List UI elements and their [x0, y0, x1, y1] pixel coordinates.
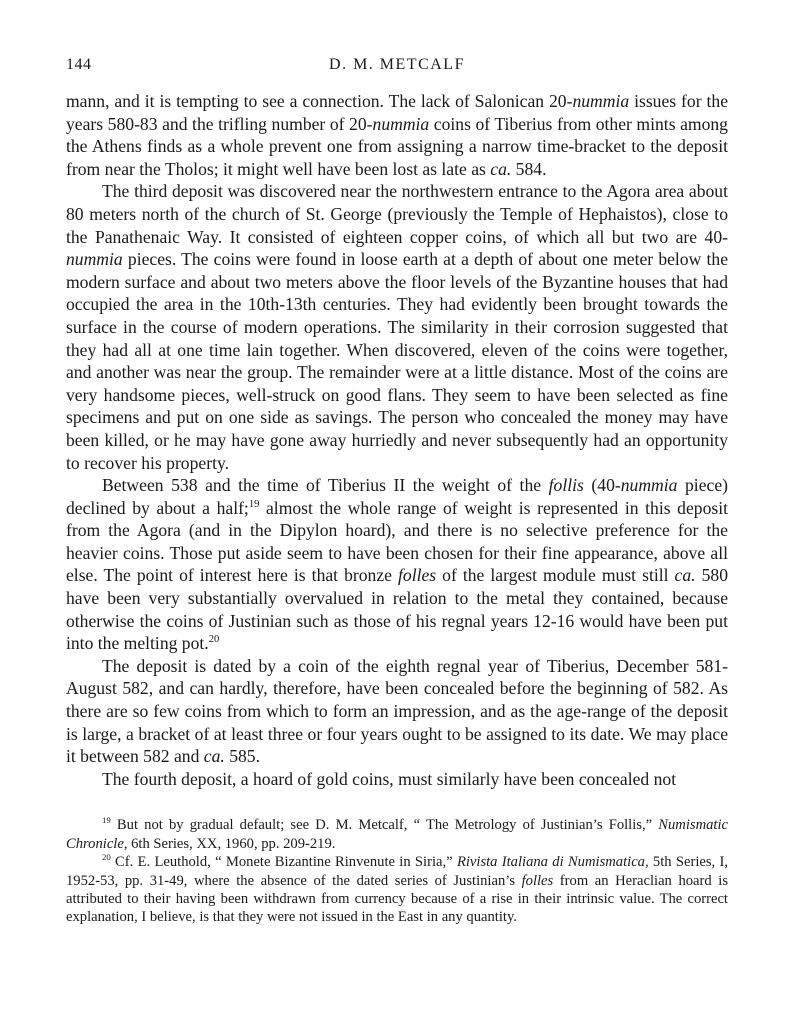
text-run: mann, and it is tempting to see a connection. The lack of Salonican 20- — [66, 91, 573, 111]
footnotes — [66, 816, 728, 926]
footnote-number: 20 — [102, 852, 111, 863]
italic-run: Numismatic Chronicle — [66, 817, 728, 852]
footnote-ref-19: 19 — [248, 498, 260, 510]
text-run: The deposit is dated by a coin of the eighth regnal year of Tiberius, December 581-August 582, and can hardly, therefore, have been concealed before the beginning of 582. As there are so few coins from which to form an impression, and as the age-range of the deposit is large, a bracket of at least three or four years ought to be assigned to its date. We may place it between 582 and — [66, 655, 728, 767]
italic-run: ca. — [674, 565, 696, 586]
text-run: from an Heraclian hoard is attributed to their having been withdrawn from currency because of a rise in their intrinsic value. The correct explanation, I believe, is that they were not issued in the East in any quantity. — [66, 872, 728, 926]
italic-run: follis — [548, 475, 584, 496]
italic-run: nummia — [66, 249, 123, 270]
text-run: 5th Series, I, 1952-53, pp. 31-49, where the absence of the dated series of Justinian’s — [66, 854, 729, 889]
text-run: But not by gradual default; see D. M. Metcalf, “ The Metrology of Justinian’s Follis,” — [110, 817, 659, 834]
body-text — [66, 90, 728, 790]
italic-run: ca. — [203, 746, 225, 767]
text-run: Between 538 and the time of Tiberius II the weight of the — [102, 475, 549, 496]
italic-run: nummia — [620, 475, 678, 496]
paragraph-5: The fourth deposit, a hoard of gold coins, must similarly have been concealed not — [102, 768, 677, 789]
page-number: 144 — [66, 56, 92, 73]
italic-run: folles — [398, 565, 437, 586]
text-run: issues for the years 580-83 and the trifling number of 20- — [66, 91, 728, 134]
text-run: almost the whole range of weight is represented in this deposit from the Agora (and in the Dipylon hoard), and there is no selective preference for the heavier coins. Those put aside seem to have been chosen for their fine appearance, above all else. The point of interest here is that bronze — [66, 497, 729, 586]
paragraph-1 — [66, 90, 728, 180]
text-run: pieces. The coins were found in loose earth at a depth of about one meter below the modern surface and about two meters above the floor levels of the Byzantine houses that had occupied the area in the 10th-13th centuries. They had evidently been brought towards the surface in the course of modern operations. The similarity in their corrosion suggested that they had all at one time lain together. When discovered, eleven of the coins were together, and another was near the group. The remainder were at a little distance. Most of the coins are very handsome pieces, well-struck on good flans. They seem to have been selected as fine specimens and put on one side as savings. The person who concealed the money may have been killed, or he may have gone away hurriedly and never subsequently had an opportunity to recover his property. — [66, 249, 728, 473]
text-run: coins of Tiberius from other mints among the Athens finds as a whole prevent one from assigning a narrow time-bracket to the deposit from near the Tholos; it might well have been lost as late as — [66, 113, 728, 179]
running-title: D. M. METCALF — [329, 56, 465, 73]
text-run: Cf. E. Leuthold, “ Monete Bizantine Rinvenute in Siria,” — [110, 854, 457, 871]
text-run: 585. — [224, 746, 260, 767]
italic-run: Rivista Italiana di Numismatica, — [456, 854, 649, 871]
text-run: 580 have been very substantially overvalued in relation to the metal they contained, because otherwise the coins of Justinian such as those of his regnal years 12-16 would have been put into the melting pot. — [66, 565, 728, 654]
footnote-number: 19 — [102, 815, 111, 826]
text-run: The third deposit was discovered near the northwestern entrance to the Agora area about 80 meters north of the church of St. George (previously the Temple of Hephaistos), close to the Panathenaic Way. It consisted of eighteen copper coins, of which all but two are 40- — [66, 181, 728, 247]
text-run: , 6th Series, XX, 1960, pp. 209-219. — [123, 835, 336, 852]
text-run: (40- — [583, 475, 621, 496]
paragraph-3 — [66, 474, 728, 655]
text-run: 584. — [511, 158, 547, 179]
italic-run: ca. — [490, 158, 512, 179]
page — [66, 56, 728, 927]
italic-run: nummia — [572, 91, 630, 111]
paragraph-4 — [66, 655, 728, 768]
paragraph-2 — [66, 180, 728, 474]
footnote-ref-20: 20 — [208, 634, 220, 646]
running-head — [66, 56, 728, 82]
italic-run: folles — [521, 872, 554, 889]
italic-run: nummia — [372, 113, 430, 134]
footnote-19 — [66, 816, 728, 853]
text-run: piece) declined by about a half; — [66, 475, 728, 518]
text-run: of the largest module must still — [436, 565, 675, 586]
footnote-20 — [66, 853, 728, 927]
